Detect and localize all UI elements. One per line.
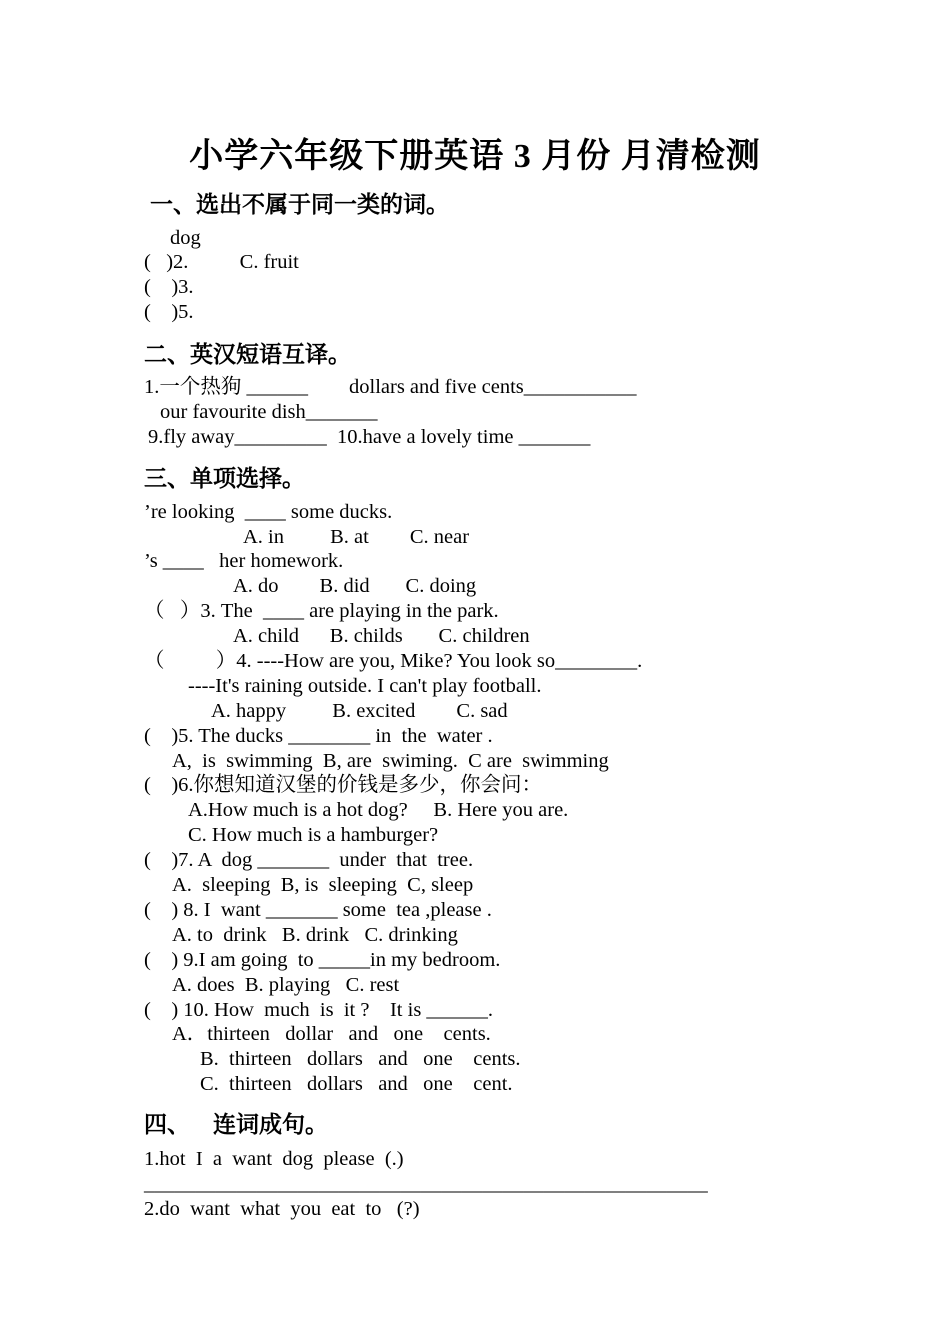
section-2-line: 9.fly away_________ 10.have a lovely time _______	[148, 426, 591, 448]
section-3-line: ( ) 9.I am going to _____in my bedroom.	[144, 949, 501, 971]
section-3-line: A. sleeping B, is sleeping C, sleep	[172, 874, 474, 896]
section-3-line: ’s ____ her homework.	[144, 550, 344, 572]
section-3-line: （ ）4. ----How are you, Mike? You look so________.	[144, 650, 643, 672]
section-4-line: 1.hot I a want dog please (.)	[144, 1148, 404, 1170]
section-3-line: A. child B. childs C. children	[233, 625, 530, 647]
section-3-line: A. do B. did C. doing	[233, 575, 477, 597]
section-1-line: ( )3.	[144, 276, 194, 298]
section-1-line: ( )5.	[144, 301, 194, 323]
section-1-heading: 一、选出不属于同一类的词。	[150, 192, 449, 217]
section-3-line: C. thirteen dollars and one cent.	[200, 1073, 513, 1095]
worksheet-title: 小学六年级下册英语 3 月份 月清检测	[189, 138, 761, 175]
section-3-line: A.How much is a hot dog? B. Here you are.	[188, 799, 569, 821]
section-2-line: 1.一个热狗 ______ dollars and five cents___________	[144, 376, 637, 398]
section-4-line: 2.do want what you eat to (?)	[144, 1198, 420, 1220]
section-3-line: A．thirteen dollar and one cents.	[172, 1023, 491, 1045]
section-1-line: dog	[170, 227, 201, 249]
section-4-heading: 四、 连词成句。	[144, 1112, 328, 1137]
section-3-line: A. does B. playing C. rest	[172, 974, 400, 996]
section-3-line: A. to drink B. drink C. drinking	[172, 924, 458, 946]
section-3-heading: 三、单项选择。	[144, 466, 305, 491]
section-3-line: ( )6.你想知道汉堡的价钱是多少，你会问：	[144, 774, 543, 796]
section-3-line: ’re looking ____ some ducks.	[144, 501, 393, 523]
section-3-line: ( ) 8. I want _______ some tea ,please .	[144, 899, 492, 921]
section-3-line: ( )7. A dog _______ under that tree.	[144, 849, 474, 871]
section-3-line: ----It's raining outside. I can't play football.	[188, 675, 542, 697]
section-3-line: C. How much is a hamburger?	[188, 824, 439, 846]
section-3-line: A, is swimming B, are swiming. C are swimming	[172, 750, 609, 772]
section-2-heading: 二、英汉短语互译。	[144, 342, 351, 367]
section-3-line: A. happy B. excited C. sad	[211, 700, 508, 722]
section-1-line: ( )2. C. fruit	[144, 251, 299, 273]
section-3-line: ( )5. The ducks ________ in the water .	[144, 725, 493, 747]
section-3-line: B. thirteen dollars and one cents.	[200, 1048, 521, 1070]
section-2-line: our favourite dish_______	[160, 401, 378, 423]
section-3-line: ( ) 10. How much is it ? It is ______.	[144, 999, 494, 1021]
section-3-line: （ ）3. The ____ are playing in the park.	[144, 600, 499, 622]
answer-line[interactable]: _______________________________________________________	[144, 1173, 708, 1195]
section-3-line: A. in B. at C. near	[243, 526, 470, 548]
